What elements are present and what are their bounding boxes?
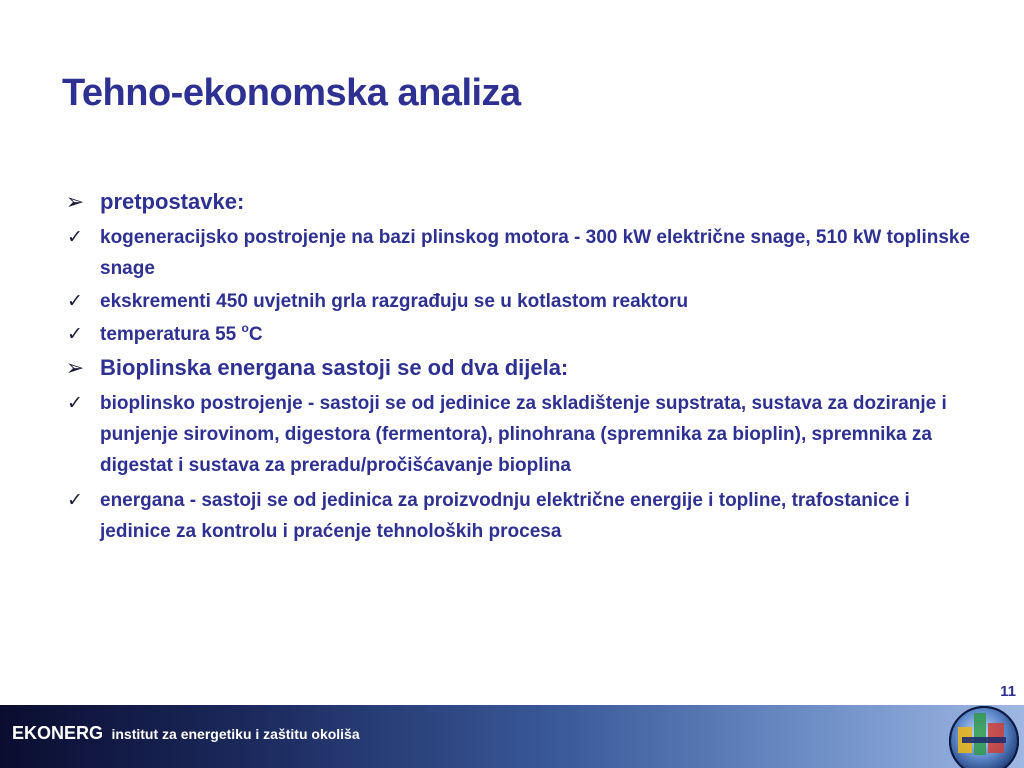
bullet-item [62,319,972,350]
temperature-unit: C [248,324,263,345]
bullet-item [62,352,972,384]
bullet-text: Bioplinska energana sastoji se od dva dijela: [100,355,569,380]
temperature-value: temperatura 55 [100,324,242,345]
checkmark-icon: ✓ [67,324,83,345]
bullet-text [100,321,263,345]
bullet-text: energana - sastoji se od jedinica za proizvodnju električne energije i topline, trafostanice i jedinice za kontrolu i praćenje tehnoloških procesa [100,490,910,542]
checkmark-icon: ✓ [67,291,83,312]
checkmark-icon: ✓ [67,227,83,248]
company-name: EKONERG [12,723,104,743]
bullet-item [62,186,972,218]
footer-brand [12,723,360,744]
bullet-list [62,186,972,547]
footer-bar [0,705,1024,768]
bullet-text: kogeneracijsko postrojenje na bazi plinskog motora - 300 kW električne snage, 510 kW toplinske snage [100,227,971,279]
arrow-bullet-icon: ➢ [65,189,85,214]
company-tagline: institut za energetiku i zaštitu okoliša [111,726,360,742]
degree-superscript: o [241,321,249,335]
slide-title: Tehno-ekonomska analiza [62,72,521,114]
bullet-text: bioplinsko postrojenje - sastoji se od jedinice za skladištenje supstrata, sustava za doziranje i punjenje sirovinom, digestora (fermentora), plinohrana (spremnika za bioplin), spremnika za digestat i sustava za preradu/pročišćavanje bioplina [100,393,947,476]
bullet-text: pretpostavke: [100,189,245,214]
bullet-item [62,222,972,284]
checkmark-icon: ✓ [67,490,83,511]
bullet-item [62,388,972,481]
ekonerg-logo-icon [944,705,1024,768]
checkmark-icon: ✓ [67,393,83,414]
bullet-item [62,286,972,317]
page-number: 11 [1000,683,1016,700]
bullet-item [62,485,972,547]
arrow-bullet-icon: ➢ [65,355,85,380]
bullet-text: ekskrementi 450 uvjetnih grla razgrađuju se u kotlastom reaktoru [100,291,689,312]
